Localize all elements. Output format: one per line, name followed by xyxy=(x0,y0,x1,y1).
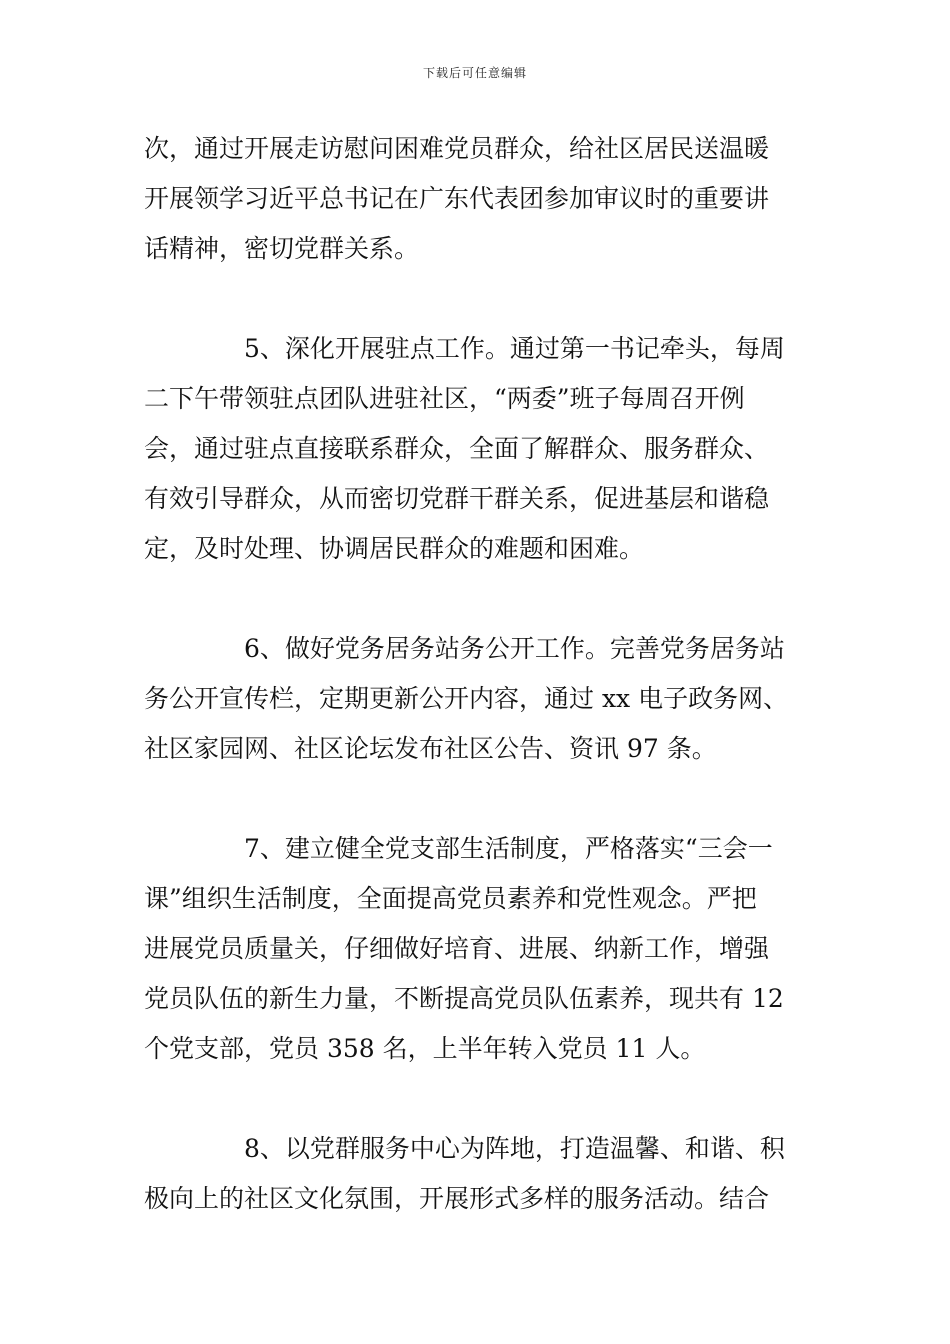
paragraph-4-line-5: 个党支部，党员 358 名，上半年转入党员 11 人。 xyxy=(144,1034,706,1063)
paragraph-2-line-5: 定，及时处理、协调居民群众的难题和困难。 xyxy=(144,534,645,563)
paragraph-3-line-3: 社区家园网、社区论坛发布社区公告、资讯 97 条。 xyxy=(144,734,717,763)
paragraph-2-line-4: 有效引导群众，从而密切党群干群关系，促进基层和谐稳 xyxy=(144,484,770,513)
paragraph-5-line-1: 8、以党群服务中心为阵地，打造温馨、和谐、积 xyxy=(244,1134,785,1163)
paragraph-5-line-2: 极向上的社区文化氛围，开展形式多样的服务活动。结合 xyxy=(144,1184,770,1213)
paragraph-1-line-2: 开展领学习近平总书记在广东代表团参加审议时的重要讲 xyxy=(144,184,770,213)
paragraph-2-line-3: 会，通过驻点直接联系群众，全面了解群众、服务群众、 xyxy=(144,434,770,463)
paragraph-4-line-1: 7、建立健全党支部生活制度，严格落实“三会一 xyxy=(244,834,773,863)
paragraph-1-line-1: 次，通过开展走访慰问困难党员群众，给社区居民送温暖 xyxy=(144,134,770,163)
page-header: 下载后可任意编辑 xyxy=(422,66,527,80)
paragraph-4-line-3: 进展党员质量关，仔细做好培育、进展、纳新工作，增强 xyxy=(144,934,770,963)
paragraph-1-line-3: 话精神，密切党群关系。 xyxy=(144,234,420,263)
paragraph-3-line-1: 6、做好党务居务站务公开工作。完善党务居务站 xyxy=(244,634,785,663)
paragraph-3-line-2: 务公开宣传栏，定期更新公开内容，通过 xx 电子政务网、 xyxy=(144,684,789,713)
paragraph-2-line-2: 二下午带领驻点团队进驻社区，“两委”班子每周召开例 xyxy=(144,384,745,413)
paragraph-2-line-1: 5、深化开展驻点工作。通过第一书记牵头，每周 xyxy=(244,334,785,363)
paragraph-4-line-2: 课”组织生活制度，全面提高党员素养和党性观念。严把 xyxy=(144,884,757,913)
paragraph-4-line-4: 党员队伍的新生力量，不断提高党员队伍素养，现共有 12 xyxy=(144,984,784,1013)
